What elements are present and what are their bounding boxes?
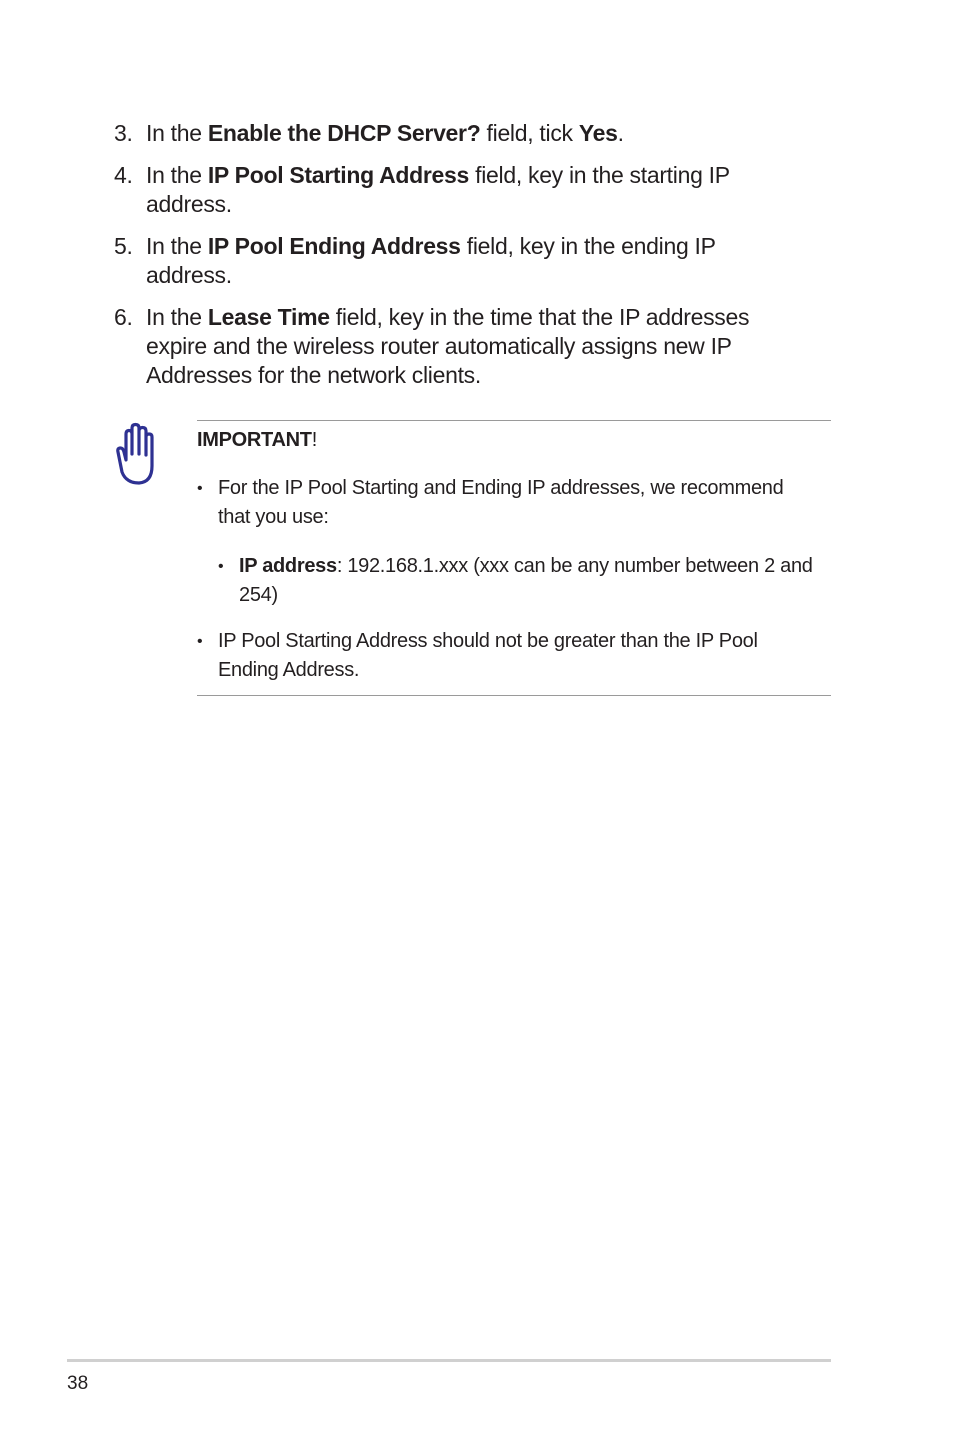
step-number: 3.: [114, 120, 133, 146]
bullet-text: IP Pool Starting Address should not be greater than the IP Pool Ending Address.: [218, 630, 758, 681]
notice-bullet: [197, 474, 797, 532]
step-number: 6.: [114, 304, 133, 330]
step-number: 4.: [114, 162, 133, 188]
step-text-prefix: In the: [146, 304, 208, 330]
field-name: IP Pool Starting Address: [207, 162, 470, 188]
hand-stop-icon: [112, 422, 160, 488]
option-name: Yes: [578, 120, 618, 146]
step-text: [146, 303, 804, 390]
step-text-suffix: field, key in the ending IP address.: [146, 233, 716, 288]
notice-title-suffix: !: [311, 429, 317, 451]
notice-bullet: [197, 627, 817, 685]
page-number: 38: [67, 1373, 89, 1394]
step-text: [146, 161, 804, 219]
field-name: Enable the DHCP Server?: [207, 120, 481, 146]
step-6: [114, 303, 804, 390]
bullet-glyph: •: [218, 558, 224, 575]
notice-title: [197, 427, 317, 453]
step-text: [146, 119, 804, 148]
step-text-suffix: field, key in the starting IP address.: [146, 162, 730, 217]
bullet-detail: : 192.168.1.xxx (xxx can be any number between 2 and 254): [239, 555, 813, 606]
bullet-text: [239, 552, 828, 610]
step-text-suffix: .: [617, 120, 624, 146]
field-name: IP Pool Ending Address: [207, 233, 461, 259]
footer-divider: [67, 1359, 831, 1362]
important-notice: [197, 420, 831, 696]
notice-title-bold: IMPORTANT: [197, 429, 312, 451]
step-text-middle: field, tick: [480, 120, 579, 146]
bullet-glyph: •: [197, 480, 203, 497]
bullet-glyph: •: [197, 633, 203, 650]
step-3: [114, 119, 804, 148]
step-text-prefix: In the: [146, 233, 208, 259]
bullet-text: For the IP Pool Starting and Ending IP addresses, we recommend that you use:: [218, 477, 784, 528]
notice-sub-bullet: [218, 552, 828, 610]
step-text-prefix: In the: [146, 162, 208, 188]
step-4: [114, 161, 804, 219]
step-text: [146, 232, 804, 290]
step-5: [114, 232, 804, 290]
instruction-steps: [114, 119, 804, 403]
bullet-bold: IP address: [239, 555, 337, 577]
step-text-prefix: In the: [146, 120, 208, 146]
step-text-suffix: field, key in the time that the IP addresses expire and the wireless router automatically assigns new IP Addresses for the network clients.: [146, 304, 750, 388]
field-name: Lease Time: [207, 304, 330, 330]
step-number: 5.: [114, 233, 133, 259]
